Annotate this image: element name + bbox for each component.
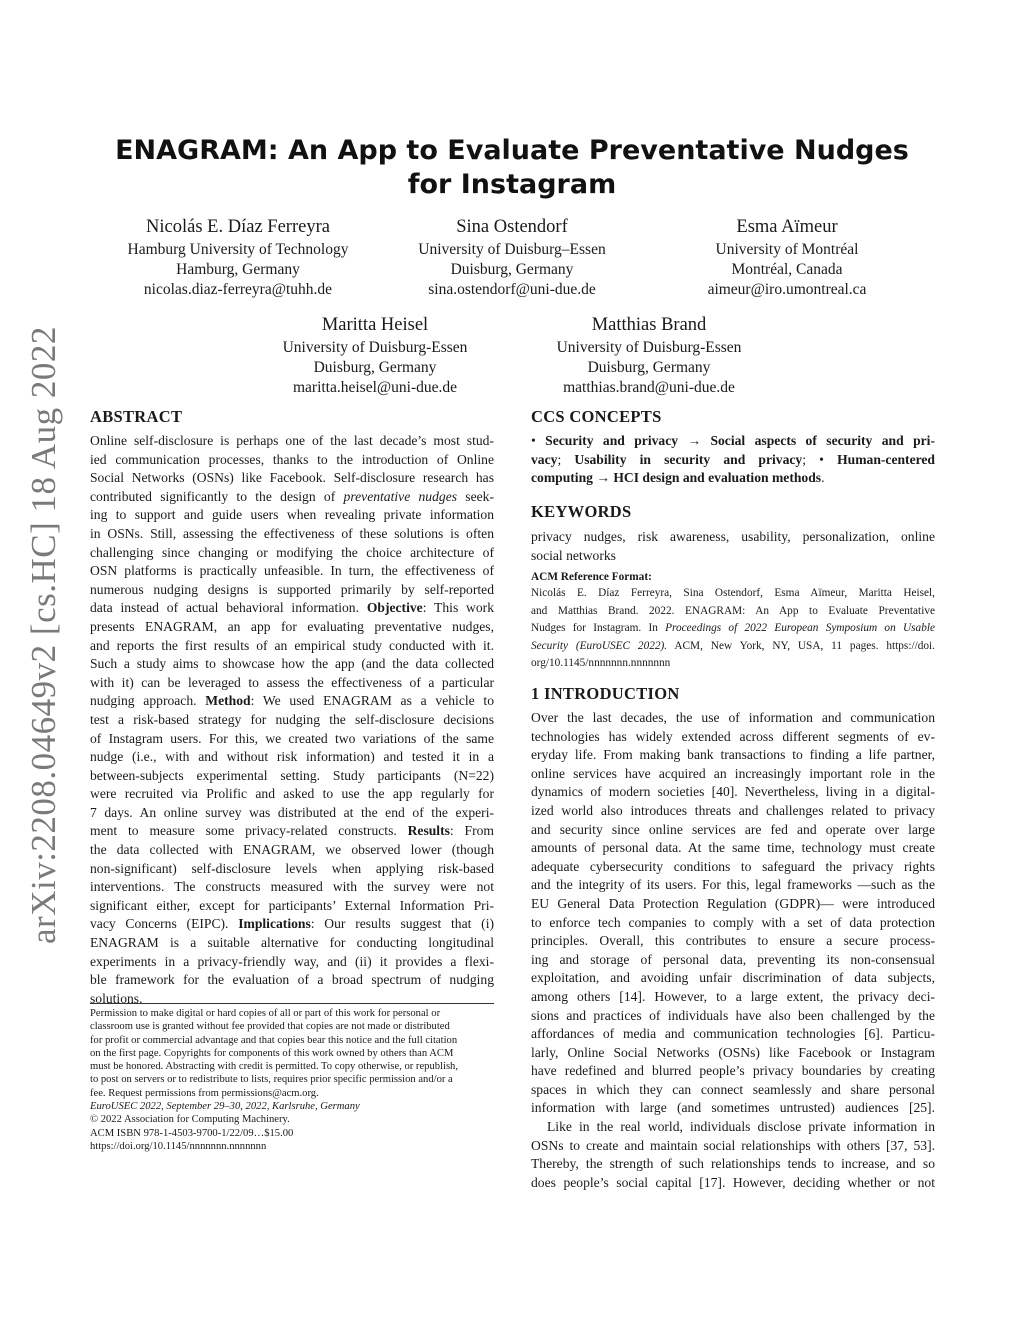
intro-line: adequate cybersecurity conditions to safeguard the privacy rights bbox=[531, 858, 935, 874]
abstract-line: Social Networks (OSNs) like Facebook. Self-disclosure research has bbox=[90, 470, 494, 486]
abstract-line: ble framework for the evaluation of a broad spectrum of nudging bbox=[90, 972, 494, 988]
intro-line: EU General Data Protection Regulation (GDPR)— were introduced bbox=[531, 895, 935, 911]
ccs-line: • Security and privacy → Social aspects of security and pri- bbox=[531, 433, 935, 448]
acm-reference-line: Security (EuroUSEC 2022). ACM, New York, NY, USA, 11 pages. https://doi. bbox=[531, 639, 935, 652]
abstract-line: Online self-disclosure is perhaps one of the last decade’s most stud- bbox=[90, 433, 494, 448]
abstract-line: presents ENAGRAM, an app for evaluating preventative nudges, bbox=[90, 618, 494, 634]
author-email[interactable]: sina.ostendorf@uni-due.de bbox=[428, 281, 596, 298]
permission-line: to post on servers or to redistribute to lists, requires prior specific permission and/or a bbox=[90, 1074, 453, 1086]
author-affiliation: University of Duisburg-Essen bbox=[556, 339, 742, 356]
abstract-line: solutions. bbox=[90, 990, 143, 1006]
author-name: Esma Aïmeur bbox=[736, 217, 838, 237]
permission-line: must be honored. Abstracting with credit is permitted. To copy otherwise, or republish, bbox=[90, 1061, 459, 1073]
title-line-1: ENAGRAM: An App to Evaluate Preventative Nudges bbox=[115, 135, 909, 166]
author-block bbox=[382, 215, 642, 300]
permission-line: on the first page. Copyrights for components of this work owned by others than ACM bbox=[90, 1047, 454, 1059]
abstract-line: Such a study aims to showcase how the app (and the data collected bbox=[90, 656, 494, 672]
abstract-line: challenging since changing or modifying the choice architecture of bbox=[90, 544, 494, 560]
intro-line: sions and practices of individuals have also been challenged by the bbox=[531, 1007, 935, 1023]
intro-line: spaces in which they can connect seamlessly and share personal bbox=[531, 1081, 935, 1097]
keywords-line: social networks bbox=[531, 547, 616, 563]
abstract-heading: ABSTRACT bbox=[90, 407, 183, 426]
intro-line: amounts of personal data. At the same time, technology must create bbox=[531, 840, 935, 856]
abstract-line: non-significant) self-disclosure levels when applying risk-based bbox=[90, 860, 494, 876]
intro-line: information with large (and sometimes untrusted) audiences [25]. bbox=[531, 1100, 935, 1116]
author-location: Hamburg, Germany bbox=[176, 261, 300, 278]
author-name: Maritta Heisel bbox=[321, 315, 429, 335]
title-line-2: for Instagram bbox=[407, 169, 617, 200]
author-location: Duisburg, Germany bbox=[313, 359, 437, 376]
abstract-line: ENAGRAM is a suitable alternative for conducting longitudinal bbox=[90, 935, 494, 951]
intro-line: and security since online services are fed and operate over large bbox=[531, 821, 935, 837]
abstract-line: 7 days. An online survey was distributed at the end of the experi- bbox=[90, 804, 494, 820]
introduction-section bbox=[531, 684, 935, 1192]
conference-venue: EuroUSEC 2022, September 29–30, 2022, Karlsruhe, Germany bbox=[90, 1101, 360, 1113]
intro-line: OSNs to create and maintain social relationships with others [37, 53]. bbox=[531, 1137, 935, 1153]
keywords-line: privacy nudges, risk awareness, usability, personalization, online bbox=[531, 529, 935, 544]
intro-line: principles. Overall, this contributes to ensure a secure process- bbox=[531, 933, 935, 949]
keywords-section bbox=[531, 502, 935, 565]
abstract-line: with it) can be leveraged to assess the effectiveness of a particular bbox=[90, 674, 494, 690]
intro-line: Over the last decades, the use of information and communication bbox=[531, 710, 935, 725]
ccs-line: vacy; Usability in security and privacy; • Human-centered bbox=[531, 451, 935, 467]
intro-line: larly, Online Social Networks (OSNs) like Facebook or Instagram bbox=[531, 1044, 935, 1060]
acm-reference-line: and Matthias Brand. 2022. ENAGRAM: An App to Evaluate Preventative bbox=[531, 604, 935, 617]
abstract-line: vacy Concerns (EIPC). Implications: Our results suggest that (i) bbox=[90, 916, 495, 932]
abstract-line: ment to measure some privacy-related constructs. Results: From bbox=[90, 823, 494, 839]
abstract-line: OSN platforms is practically unfeasible. In turn, the effectiveness of bbox=[90, 563, 494, 579]
author-affiliation: University of Duisburg–Essen bbox=[418, 241, 606, 258]
permission-line: classroom use is granted without fee provided that copies are not made or distributed bbox=[90, 1021, 450, 1033]
abstract-line: contributed significantly to the design of preventative nudges seek- bbox=[90, 488, 494, 504]
author-affiliation: University of Montréal bbox=[715, 241, 859, 258]
intro-line: and the integrity of its users. For this, legal frameworks —such as the bbox=[531, 877, 935, 893]
abstract-line: interventions. The constructs measured with the survey were not bbox=[90, 879, 494, 895]
permission-line: for profit or commercial advantage and that copies bear this notice and the full citation bbox=[90, 1034, 458, 1046]
keywords-body bbox=[531, 528, 935, 565]
copyright-notice: © 2022 Association for Computing Machinery. bbox=[90, 1114, 290, 1126]
abstract-line: ing to support and guide users when revealing private information bbox=[90, 507, 494, 523]
ccs-line: computing → HCI design and evaluation methods. bbox=[531, 470, 825, 486]
abstract-line: data instead of actual behavioral information. Objective: This work bbox=[90, 600, 494, 616]
abstract-line: between-subjects experimental setting. Study participants (N=22) bbox=[90, 767, 494, 783]
acm-reference-body bbox=[531, 585, 935, 673]
introduction-heading: 1 INTRODUCTION bbox=[531, 684, 680, 703]
intro-line: technologies has widely extended across different segments of ev- bbox=[531, 728, 935, 744]
abstract-line: test a risk-based strategy for nudging the self-disclosure decisions bbox=[90, 711, 494, 727]
permission-line: fee. Request permissions from permissions@acm.org. bbox=[90, 1087, 319, 1099]
author-email[interactable]: aimeur@iro.umontreal.ca bbox=[707, 281, 867, 298]
abstract-line: significant either, except for participants’ External Information Pri- bbox=[90, 897, 494, 913]
acm-reference-line: org/10.1145/nnnnnnn.nnnnnnn bbox=[531, 657, 671, 670]
acm-isbn: ACM ISBN 978-1-4503-9700-1/22/09…$15.00 bbox=[90, 1127, 294, 1139]
intro-line: affordances of media and communication technologies [6]. Particu- bbox=[531, 1026, 935, 1042]
author-location: Duisburg, Germany bbox=[587, 359, 711, 376]
intro-line: Like in the real world, individuals disclose private information in bbox=[547, 1119, 935, 1135]
intro-line: ized world also introduces threats and challenges related to privacy bbox=[531, 802, 935, 818]
abstract-body bbox=[90, 432, 494, 1008]
author-affiliation: University of Duisburg-Essen bbox=[282, 339, 468, 356]
abstract-line: experiments in a privacy-friendly way, and (ii) it provides a flexi- bbox=[90, 953, 494, 969]
footnote-divider bbox=[90, 1003, 494, 1004]
author-block bbox=[108, 215, 368, 300]
author-email[interactable]: nicolas.diaz-ferreyra@tuhh.de bbox=[143, 281, 333, 298]
permission-notice bbox=[90, 1007, 494, 1153]
introduction-body bbox=[531, 709, 935, 1192]
abstract-line: in OSNs. Still, assessing the effectiveness of these solutions is often bbox=[90, 525, 494, 541]
ccs-heading: CCS CONCEPTS bbox=[531, 407, 662, 426]
abstract-line: nudging approach. Method: We used ENAGRAM as a vehicle to bbox=[90, 693, 494, 709]
abstract-line: the data collected with ENAGRAM, we observed lower (though bbox=[90, 842, 494, 858]
permission-line: Permission to make digital or hard copies of all or part of this work for personal or bbox=[90, 1008, 441, 1019]
acm-reference-section bbox=[531, 569, 935, 673]
intro-line: eryday life. From making bank transactions to finding a life partner, bbox=[531, 747, 935, 763]
abstract-line: nudge (i.e., with and without risk information) and tested it in a bbox=[90, 749, 494, 765]
author-name: Matthias Brand bbox=[591, 315, 707, 335]
ccs-body bbox=[531, 432, 935, 488]
abstract-line: ied communication processes, thanks to the introduction of Online bbox=[90, 451, 494, 467]
intro-line: ing and storage of personal data, preventing its non-consensual bbox=[531, 951, 935, 967]
abstract-line: and reports the first results of an empirical study conducted with it. bbox=[90, 637, 494, 653]
acm-reference-heading: ACM Reference Format: bbox=[531, 571, 652, 583]
author-name: Nicolás E. Díaz Ferreyra bbox=[146, 217, 330, 237]
intro-line: does people’s social capital [17]. However, deciding whether or not bbox=[531, 1174, 935, 1190]
intro-line: online services have acquired an increasingly important role in the bbox=[531, 765, 935, 781]
author-location: Montréal, Canada bbox=[731, 261, 843, 278]
abstract-section bbox=[90, 407, 494, 1008]
keywords-heading: KEYWORDS bbox=[531, 502, 632, 521]
intro-line: among others [14]. However, to a large extent, the privacy deci- bbox=[531, 988, 935, 1004]
intro-line: dynamics of modern societies [40]. Nevertheless, living in a digital- bbox=[531, 784, 935, 800]
author-name: Sina Ostendorf bbox=[456, 217, 568, 237]
intro-line: have redefined and blurred people’s privacy boundaries by creating bbox=[531, 1063, 935, 1079]
author-email[interactable]: maritta.heisel@uni-due.de bbox=[292, 379, 458, 396]
paper-title bbox=[0, 134, 1024, 202]
arxiv-identifier: arXiv:2208.04649v2 [cs.HC] 18 Aug 2022 bbox=[24, 326, 63, 944]
author-location: Duisburg, Germany bbox=[450, 261, 574, 278]
author-affiliation: Hamburg University of Technology bbox=[127, 241, 349, 258]
intro-line: to enforce tech companies to comply with a set of data protection bbox=[531, 914, 935, 930]
author-block bbox=[519, 313, 779, 398]
acm-reference-line: Nicolás E. Díaz Ferreyra, Sina Ostendorf, Esma Aïmeur, Maritta Heisel, bbox=[531, 587, 935, 599]
author-block bbox=[657, 215, 917, 300]
abstract-line: were recruited via Prolific and asked to use the app regularly for bbox=[90, 786, 494, 802]
intro-line: exploitation, and avoiding unfair discrimination of data subjects, bbox=[531, 970, 935, 986]
acm-reference-line: Nudges for Instagram. In Proceedings of 2022 European Symposium on Usable bbox=[531, 622, 935, 635]
author-block bbox=[245, 313, 505, 398]
intro-line: Thereby, the strength of such relationships tends to increase, and so bbox=[531, 1156, 935, 1172]
doi-link[interactable]: https://doi.org/10.1145/nnnnnnn.nnnnnnn bbox=[90, 1140, 267, 1152]
abstract-line: numerous nudging designs is supported primarily by self-reported bbox=[90, 581, 494, 597]
abstract-line: of Instagram users. For this, we created two variations of the same bbox=[90, 730, 494, 746]
author-email[interactable]: matthias.brand@uni-due.de bbox=[563, 379, 735, 396]
ccs-concepts-section bbox=[531, 407, 935, 488]
